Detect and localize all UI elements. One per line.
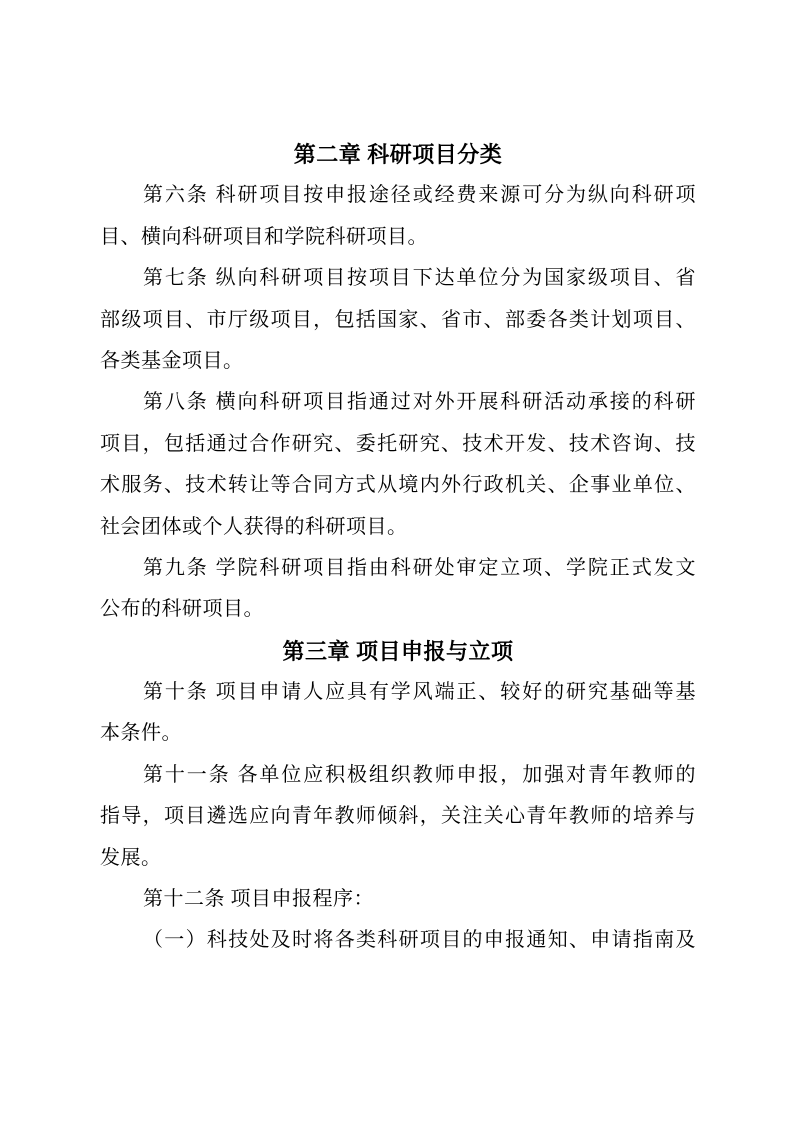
text-line: 第七条 纵向科研项目按项目下达单位分为国家级项目、省 bbox=[143, 267, 696, 290]
text-line: 目、横向科研项目和学院科研项目。 bbox=[100, 225, 428, 248]
chapter-2-heading: 第二章 科研项目分类 bbox=[293, 142, 503, 167]
text-line: 第十条 项目申请人应具有学风端正、较好的研究基础等基 bbox=[143, 681, 696, 704]
text-line: 发展。 bbox=[100, 846, 162, 869]
text-line: 社会团体或个人获得的科研项目。 bbox=[100, 515, 408, 538]
text-line: 第十二条 项目申报程序： bbox=[143, 888, 374, 911]
text-line: 公布的科研项目。 bbox=[100, 598, 264, 621]
text-line: 指导，项目遴选应向青年教师倾斜，关注关心青年教师的培养与 bbox=[100, 805, 696, 828]
text-line: 本条件。 bbox=[100, 722, 182, 745]
text-line: 第八条 横向科研项目指通过对外开展科研活动承接的科研 bbox=[143, 391, 696, 414]
text-line: 部级项目、市厅级项目，包括国家、省市、部委各类计划项目、 bbox=[100, 308, 696, 331]
text-line: （一）科技处及时将各类科研项目的申报通知、申请指南及 bbox=[143, 929, 696, 952]
document-body bbox=[100, 134, 696, 962]
text-line: 术服务、技术转让等合同方式从境内外行政机关、企事业单位、 bbox=[100, 474, 696, 497]
chapter-3-heading: 第三章 项目申报与立项 bbox=[282, 638, 514, 664]
text-line: 各类基金项目。 bbox=[100, 349, 244, 372]
text-line: 项目，包括通过合作研究、委托研究、技术开发、技术咨询、技 bbox=[100, 432, 696, 455]
text-line: 第九条 学院科研项目指由科研处审定立项、学院正式发文 bbox=[143, 556, 696, 579]
text-line: 第六条 科研项目按申报途径或经费来源可分为纵向科研项 bbox=[143, 184, 696, 207]
text-line: 第十一条 各单位应积极组织教师申报，加强对青年教师的 bbox=[143, 763, 696, 786]
